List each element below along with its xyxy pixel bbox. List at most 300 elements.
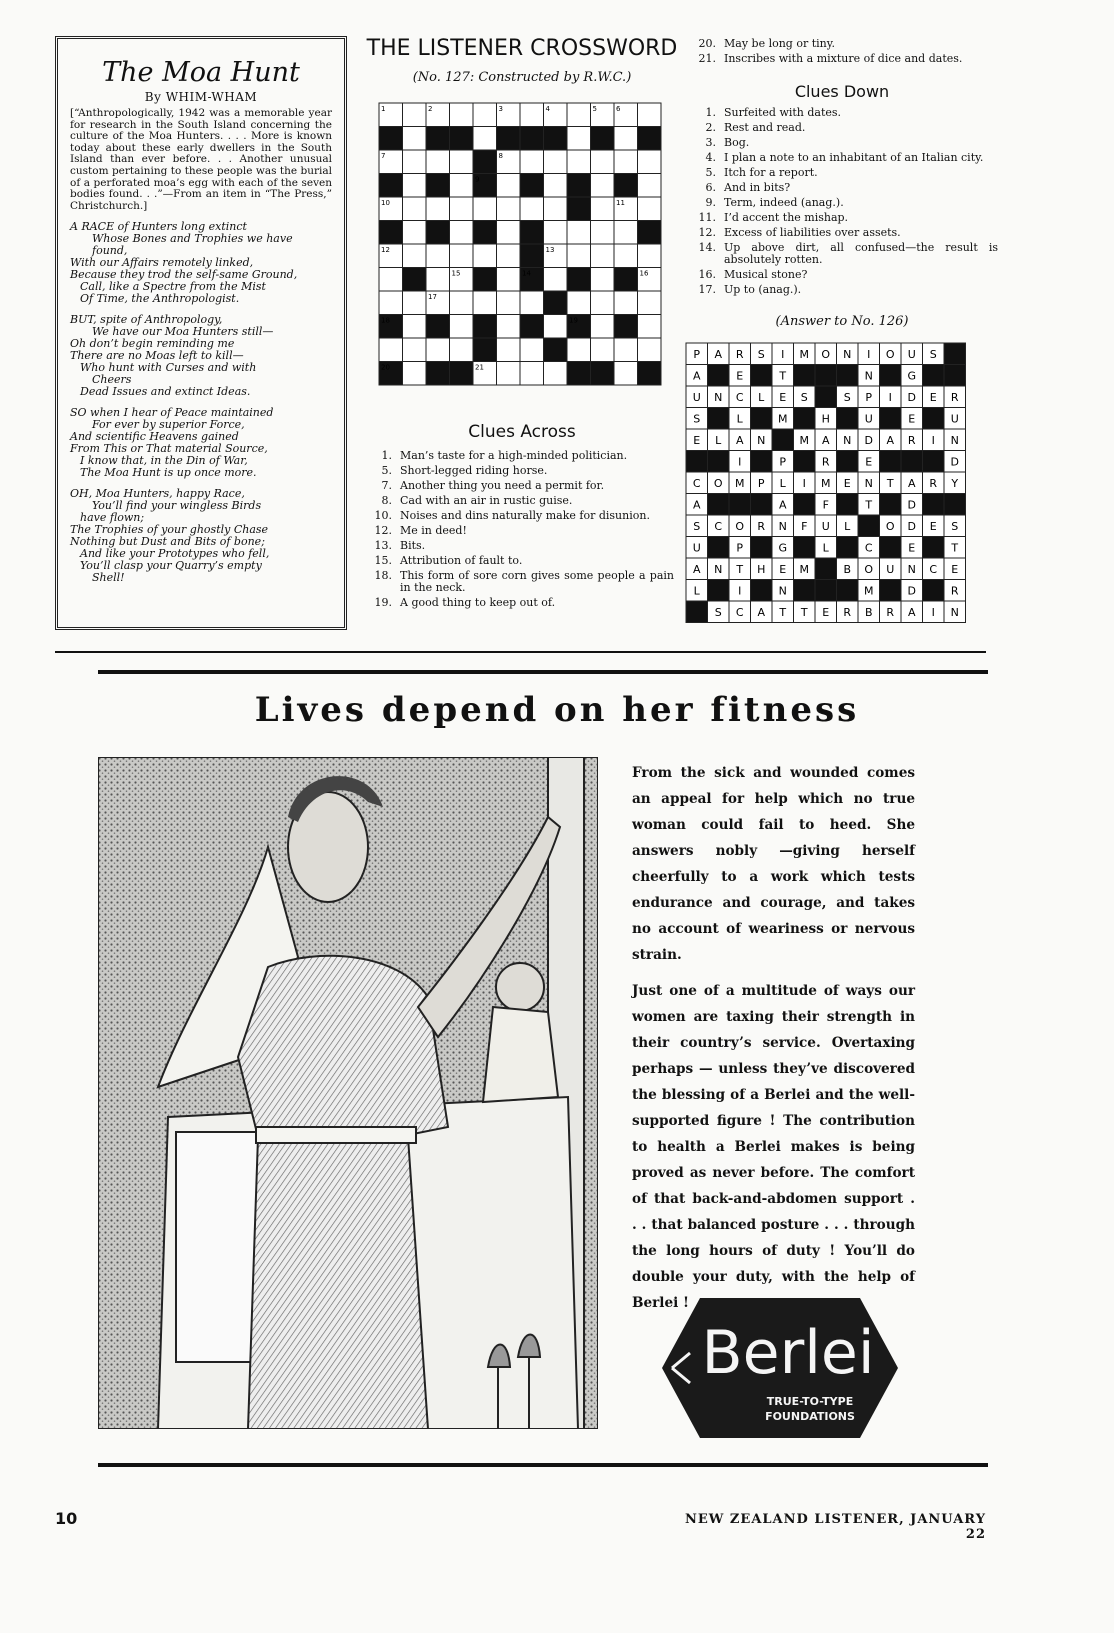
clue-row <box>686 107 998 119</box>
clue-number: 8. <box>381 494 392 507</box>
crossword-cell <box>379 291 403 315</box>
crossword-cell <box>497 291 521 315</box>
crossword-cell <box>544 338 568 362</box>
answer-letter: U <box>821 519 830 533</box>
cell-number: 16 <box>639 269 649 278</box>
clue-text: Man’s taste for a high-minded politician. <box>400 449 628 462</box>
poem-line: From This or That material Source, <box>70 442 268 456</box>
clues-across-heading: Clues Across <box>468 422 576 442</box>
clue-text: Term, indeed (anag.). <box>724 196 844 209</box>
clue-row <box>686 212 998 224</box>
poem-line: And scientific Heavens gained <box>70 430 239 444</box>
crossword-cell <box>591 315 615 339</box>
answer-cell <box>708 451 730 473</box>
answer-cell <box>837 580 859 602</box>
crossword-cell <box>497 362 521 386</box>
answer-cell <box>880 365 902 387</box>
clue-row <box>362 450 674 462</box>
crossword-cell <box>403 268 427 292</box>
poem-title: The Moa Hunt <box>102 57 300 88</box>
clue-number: 17. <box>698 283 716 296</box>
answer-letter: R <box>929 476 938 490</box>
crossword-cell <box>403 197 427 221</box>
answer-letter: D <box>950 455 959 469</box>
crossword-cell <box>591 362 615 386</box>
answer-cell <box>751 408 773 430</box>
answer-letter: N <box>864 369 873 383</box>
crossword-cell <box>520 291 544 315</box>
crossword-cell <box>403 362 427 386</box>
answer-cell <box>944 494 966 516</box>
clue-text: Me in deed! <box>400 524 467 537</box>
poem-line: Nothing but Dust and Bits of bone; <box>70 535 265 549</box>
crossword-cell <box>426 268 450 292</box>
answer-letter: R <box>821 455 830 469</box>
answer-letter: T <box>800 605 808 619</box>
crossword-cell <box>591 127 615 151</box>
clues-down-heading: Clues Down <box>794 82 890 101</box>
answer-cell <box>880 494 902 516</box>
poem-line: Whose Bones and Trophies we have <box>92 232 293 246</box>
cell-number: 2 <box>428 105 433 113</box>
clues-across-list <box>362 450 674 612</box>
answer-cell <box>923 365 945 387</box>
answer-cell <box>837 537 859 559</box>
answer-letter: O <box>864 562 874 576</box>
answer-cell <box>686 601 708 623</box>
poem-line: Cheers <box>92 373 132 387</box>
answer-letter: L <box>844 519 851 533</box>
answer-letter: A <box>778 498 787 512</box>
answer-letter: L <box>779 476 786 490</box>
answer-letter: F <box>801 519 808 533</box>
answer-cell <box>708 580 730 602</box>
clue-number: 6. <box>705 181 716 194</box>
answer-cell <box>751 451 773 473</box>
crossword-cell <box>473 268 497 292</box>
clue-text: Bog. <box>724 136 750 149</box>
answer-letter: O <box>713 476 723 490</box>
crossword-cell <box>403 244 427 268</box>
answer-letter: C <box>864 541 873 555</box>
crossword-cell <box>426 221 450 245</box>
clue-number: 12. <box>374 524 392 537</box>
answer-letter: A <box>757 605 766 619</box>
answer-letter: A <box>692 498 701 512</box>
crossword-cell <box>520 127 544 151</box>
divider-rule <box>55 651 986 653</box>
answer-cell <box>794 537 816 559</box>
answer-cell <box>686 451 708 473</box>
answer-letter: S <box>843 390 851 404</box>
answer-cell <box>923 408 945 430</box>
crossword-cell <box>473 197 497 221</box>
answer-letter: R <box>735 347 744 361</box>
answer-letter: Y <box>951 476 959 490</box>
clue-text: May be long or tiny. <box>724 37 835 50</box>
crossword-cell <box>544 150 568 174</box>
crossword-cell <box>497 127 521 151</box>
poem-stanza <box>70 314 332 398</box>
crossword-cell <box>544 291 568 315</box>
clue-text: Inscribes with a mixture of dice and dates. <box>724 52 963 65</box>
answer-letter: D <box>907 519 916 533</box>
answer-letter: M <box>799 562 809 576</box>
crossword-cell <box>473 315 497 339</box>
clue-text: Cad with an air in rustic guise. <box>400 494 573 507</box>
answer-letter: C <box>692 476 701 490</box>
clue-number: 1. <box>705 106 716 119</box>
crossword-cell <box>520 362 544 386</box>
answer-letter: N <box>714 562 723 576</box>
clue-number: 15. <box>374 554 392 567</box>
answer-letter: L <box>736 412 743 426</box>
answer-letter: N <box>714 390 723 404</box>
crossword-cell <box>520 174 544 198</box>
crossword-cell <box>497 244 521 268</box>
poem-line: And like your Prototypes who fell, <box>80 547 270 561</box>
ad-paragraph-1: From the sick and wounded comes an appeal for help which no true woman could fail to heed. She answers nobly —giving herself cheerfully to a work which tests endurance and courage, and takes no account of weariness or nervous strain. <box>632 765 915 963</box>
crossword-cell <box>450 127 474 151</box>
crossword-cell <box>567 362 591 386</box>
cell-number: 11 <box>616 199 625 207</box>
crossword-cell <box>567 150 591 174</box>
clues-across-continued <box>686 38 998 68</box>
crossword-cell <box>497 197 521 221</box>
answer-letter: N <box>950 433 959 447</box>
crossword-cell <box>379 268 403 292</box>
crossword-cell <box>450 338 474 362</box>
poem-line: I know that, in the Din of War, <box>80 454 248 468</box>
crossword-cell <box>544 221 568 245</box>
answer-cell <box>751 537 773 559</box>
clue-row <box>686 38 998 50</box>
crossword-cell <box>591 291 615 315</box>
answer-letter: N <box>843 347 852 361</box>
cell-number: 10 <box>381 199 390 207</box>
answer-letter: U <box>886 562 895 576</box>
answer-cell <box>837 365 859 387</box>
crossword-cell <box>567 103 591 127</box>
crossword-cell <box>544 362 568 386</box>
crossword-cell <box>638 291 662 315</box>
crossword-cell <box>567 338 591 362</box>
answer-cell <box>858 515 880 537</box>
clue-number: 16. <box>698 268 716 281</box>
answer-letter: B <box>843 562 852 576</box>
ad-paragraph-2: Just one of a multitude of ways our women are taxing their strength in their country’s service. Overtaxing perhaps — unless they’ve discovered the blessing of a Berlei and the well-supported figure ! The contribution to health a Berlei makes is being proved as never before. The comfort of that back-and-abdomen support . . . that balanced posture . . . through the long hours of duty ! You’ll do double your duty, with the help of Berlei ! <box>632 983 915 1311</box>
crossword-cell <box>473 338 497 362</box>
poem-line: With our Affairs remotely linked, <box>70 256 254 270</box>
answer-letter: E <box>779 390 787 404</box>
cell-number: 6 <box>616 105 621 113</box>
crossword-cell <box>614 174 638 198</box>
answer-letter: D <box>907 498 916 512</box>
answer-letter: N <box>843 433 852 447</box>
crossword-cell <box>567 127 591 151</box>
cell-number: 18 <box>381 316 390 325</box>
answer-letter: S <box>693 519 701 533</box>
crossword-cell <box>450 197 474 221</box>
answer-letter: E <box>929 390 937 404</box>
clue-row <box>686 284 998 296</box>
clue-number: 19. <box>374 596 392 609</box>
answer-cell <box>794 365 816 387</box>
answer-letter: U <box>950 412 959 426</box>
answer-letter: E <box>822 605 830 619</box>
crossword-cell <box>591 221 615 245</box>
crossword-cell <box>614 244 638 268</box>
crossword-cell <box>403 150 427 174</box>
answer-letter: C <box>714 519 723 533</box>
poem-line: have flown; <box>80 511 145 525</box>
crossword-cell <box>614 362 638 386</box>
answer-letter: G <box>907 369 917 383</box>
ad-body-copy <box>632 760 915 1326</box>
clue-number: 3. <box>705 136 716 149</box>
answer-letter: G <box>778 541 788 555</box>
answer-cell <box>837 494 859 516</box>
crossword-cell <box>426 362 450 386</box>
cell-number: 14 <box>522 269 531 278</box>
crossword-grid <box>378 102 662 394</box>
answer-cell <box>708 537 730 559</box>
answer-letter: D <box>907 390 916 404</box>
answer-letter: M <box>778 412 788 426</box>
cell-number: 12 <box>381 246 390 254</box>
answer-letter: S <box>757 347 765 361</box>
answer-letter: O <box>885 519 895 533</box>
crossword-cell <box>614 315 638 339</box>
publication-footer: NEW ZEALAND LISTENER, JANUARY 22 <box>685 1512 986 1542</box>
answer-letter: E <box>865 455 873 469</box>
crossword-cell <box>473 221 497 245</box>
answer-letter: I <box>781 347 785 361</box>
answer-letter: I <box>888 390 892 404</box>
answer-letter: R <box>907 433 916 447</box>
answer-letter: L <box>758 390 765 404</box>
crossword-cell <box>473 103 497 127</box>
crossword-cell <box>450 315 474 339</box>
answer-cell <box>880 408 902 430</box>
crossword-cell <box>544 197 568 221</box>
answer-cell <box>944 343 966 365</box>
answer-letter: T <box>779 369 787 383</box>
crossword-cell <box>520 197 544 221</box>
crossword-cell <box>379 174 403 198</box>
crossword-cell <box>591 338 615 362</box>
crossword-cell <box>426 150 450 174</box>
poem-box <box>55 36 347 630</box>
answer-letter: A <box>692 369 701 383</box>
clue-text: Attribution of fault to. <box>400 554 523 567</box>
answer-letter: A <box>907 605 916 619</box>
clue-number: 20. <box>698 37 716 50</box>
crossword-cell <box>426 127 450 151</box>
answer-letter: U <box>864 412 873 426</box>
logo-tagline-2: FOUNDATIONS <box>765 1410 855 1423</box>
crossword-cell <box>638 174 662 198</box>
answer-letter: A <box>692 562 701 576</box>
answer-cell <box>837 451 859 473</box>
poem-line: Dead Issues and extinct Ideas. <box>80 385 251 399</box>
clue-row <box>362 525 674 537</box>
clue-row <box>686 167 998 179</box>
answer-letter: N <box>757 433 766 447</box>
cell-number: 15 <box>451 269 461 278</box>
crossword-cell <box>403 291 427 315</box>
answer-cell <box>880 580 902 602</box>
crossword-cell <box>614 150 638 174</box>
answer-letter: S <box>800 390 808 404</box>
clue-text: I plan a note to an inhabitant of an Italian city. <box>724 151 984 164</box>
crossword-cell <box>638 103 662 127</box>
answer-letter: R <box>757 519 766 533</box>
answer-cell <box>708 408 730 430</box>
clue-number: 21. <box>698 52 716 65</box>
logo-tagline-1: TRUE-TO-TYPE <box>766 1395 854 1408</box>
answer-letter: O <box>735 519 745 533</box>
answer-letter: R <box>886 605 895 619</box>
answer-letter: U <box>692 390 701 404</box>
crossword-cell <box>544 127 568 151</box>
cell-number: 17 <box>428 293 437 301</box>
clue-text: Musical stone? <box>724 268 808 281</box>
answer-cell <box>751 580 773 602</box>
crossword-cell <box>497 174 521 198</box>
answer-letter: L <box>715 433 722 447</box>
answer-letter: N <box>778 519 787 533</box>
poem-line: You’ll find your wingless Birds <box>92 499 262 513</box>
answer-cell <box>944 365 966 387</box>
poem-byline: By WHIM-WHAM <box>144 90 258 104</box>
crossword-cell <box>497 338 521 362</box>
answer-letter: A <box>821 433 830 447</box>
poem-stanza <box>70 407 332 479</box>
crossword-cell <box>403 127 427 151</box>
poem-line: You’ll clasp your Quarry’s empty <box>80 559 262 573</box>
crossword-cell <box>544 174 568 198</box>
clue-row <box>362 495 674 507</box>
answer-letter: D <box>864 433 873 447</box>
answer-cell <box>923 537 945 559</box>
clue-text: Another thing you need a permit for. <box>400 479 605 492</box>
answer-letter: S <box>714 605 722 619</box>
answer-cell <box>880 537 902 559</box>
answer-letter: T <box>951 541 959 555</box>
answer-grid <box>685 342 985 646</box>
crossword-cell <box>473 244 497 268</box>
crossword-cell <box>426 197 450 221</box>
crossword-cell <box>473 291 497 315</box>
crossword-cell <box>426 174 450 198</box>
cell-number: 9 <box>475 175 480 184</box>
answer-letter: E <box>951 562 959 576</box>
crossword-cell <box>497 315 521 339</box>
answer-cell <box>772 429 794 451</box>
crossword-cell <box>567 268 591 292</box>
clue-number: 7. <box>381 479 392 492</box>
clue-row <box>362 570 674 594</box>
clue-number: 4. <box>705 151 716 164</box>
answer-letter: N <box>950 605 959 619</box>
answer-cell <box>794 494 816 516</box>
answer-cell <box>880 451 902 473</box>
answer-cell <box>815 580 837 602</box>
crossword-cell <box>450 244 474 268</box>
clue-text: This form of sore corn gives some people a pain in the neck. <box>400 569 674 594</box>
poem-line: We have our Moa Hunters still— <box>92 325 274 339</box>
clue-row <box>362 480 674 492</box>
crossword-cell <box>520 315 544 339</box>
crossword-cell <box>638 150 662 174</box>
poem-line: There are no Moas left to kill— <box>70 349 244 363</box>
crossword-cell <box>591 197 615 221</box>
crossword-cell <box>450 291 474 315</box>
poem-line: Shell! <box>92 571 125 585</box>
poem-line: found, <box>92 244 128 258</box>
crossword-cell <box>379 221 403 245</box>
crossword-cell <box>497 221 521 245</box>
crossword-cell <box>403 338 427 362</box>
answer-letter: M <box>799 347 809 361</box>
poem-line: Because they trod the self-same Ground, <box>70 268 298 282</box>
poem-stanza <box>70 221 332 305</box>
answer-letter: T <box>779 605 787 619</box>
poem-line: A RACE of Hunters long extinct <box>70 220 247 234</box>
cell-number: 7 <box>381 152 386 160</box>
answer-letter: S <box>951 519 959 533</box>
clue-row <box>362 597 674 609</box>
clue-number: 11. <box>698 211 716 224</box>
poem-line: SO when I hear of Peace maintained <box>70 406 274 420</box>
clues-down-list <box>686 107 998 299</box>
answer-letter: I <box>931 433 935 447</box>
crossword-cell <box>567 197 591 221</box>
crossword-cell <box>614 127 638 151</box>
crossword-cell <box>591 244 615 268</box>
ad-headline: Lives depend on her fitness <box>254 690 860 730</box>
crossword-title: THE LISTENER CROSSWORD <box>366 36 678 61</box>
poem-stanza <box>70 488 332 584</box>
clue-text: Up above dirt, all confused—the result is absolutely rotten. <box>724 241 998 266</box>
cell-number: 1 <box>381 105 386 113</box>
answer-letter: E <box>736 369 744 383</box>
answer-letter: N <box>907 562 916 576</box>
clue-number: 14. <box>698 241 716 254</box>
clue-text: Up to (anag.). <box>724 283 802 296</box>
answer-letter: I <box>738 455 742 469</box>
poem-line: The Trophies of your ghostly Chase <box>70 523 269 537</box>
answer-letter: I <box>931 605 935 619</box>
answer-letter: B <box>864 605 873 619</box>
clue-number: 12. <box>698 226 716 239</box>
clue-row <box>686 269 998 281</box>
answer-letter: E <box>779 562 787 576</box>
answer-letter: P <box>865 390 873 404</box>
cell-number: 3 <box>498 105 503 113</box>
answer-cell <box>815 386 837 408</box>
answer-cell <box>794 451 816 473</box>
cell-number: 13 <box>545 246 555 254</box>
answer-cell <box>794 580 816 602</box>
answer-letter: S <box>929 347 937 361</box>
crossword-cell <box>403 174 427 198</box>
answer-letter: E <box>693 433 701 447</box>
clue-row <box>686 182 998 194</box>
clue-row <box>686 227 998 239</box>
crossword-cell <box>473 150 497 174</box>
